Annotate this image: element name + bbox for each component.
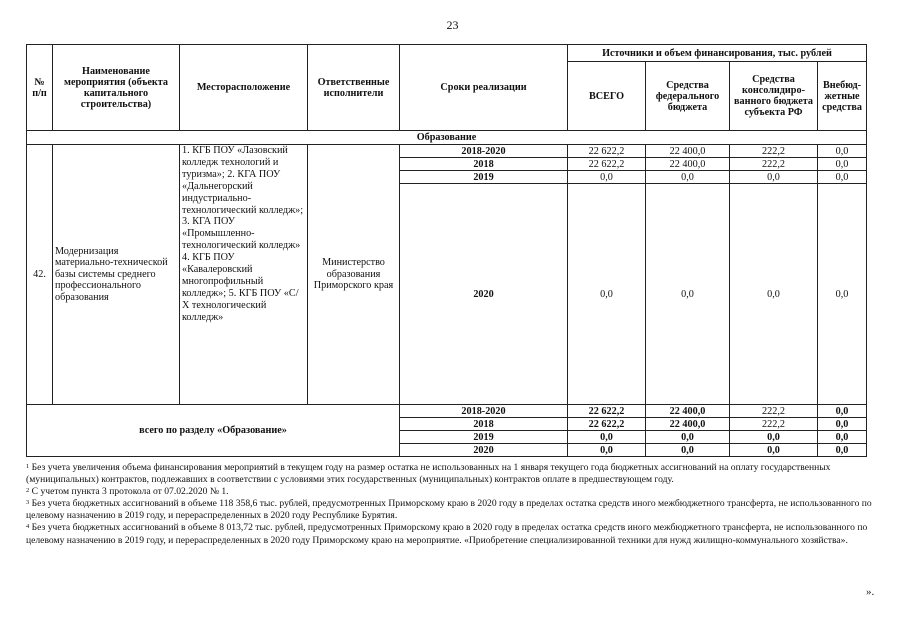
offbudget-value: 0,0	[818, 145, 867, 158]
consolidated-value: 222,2	[730, 145, 818, 158]
footnote	[26, 462, 876, 486]
section-title: Образование	[27, 131, 867, 145]
header-federal: Средства федерального бюджета	[646, 62, 730, 131]
footnote	[26, 486, 876, 498]
summary-consolidated: 0,0	[730, 444, 818, 457]
footnote	[26, 522, 876, 546]
summary-row	[27, 405, 867, 418]
year-period: 2019	[400, 171, 568, 184]
header-total: ВСЕГО	[568, 62, 646, 131]
year-period: 2018-2020	[400, 145, 568, 158]
summary-period: 2018	[400, 418, 568, 431]
table-row	[27, 145, 867, 158]
header-consolidated: Средства консолидиро-ванного бюджета субъекта РФ	[730, 62, 818, 131]
year-period: 2020	[400, 184, 568, 405]
summary-period: 2019	[400, 431, 568, 444]
footnote-text: С учетом пункта 3 протокола от 07.02.2020 № 1.	[31, 486, 229, 498]
header-location: Месторасположение	[180, 45, 308, 131]
consolidated-value: 0,0	[730, 184, 818, 405]
row-number: 42.	[27, 145, 53, 405]
row-name: Модернизация материально-технической базы системы среднего профессионального образования	[53, 145, 180, 405]
header-num: № п/п	[27, 45, 53, 131]
footnote	[26, 498, 876, 522]
summary-total: 22 622,2	[568, 418, 646, 431]
header-terms: Сроки реализации	[400, 45, 568, 131]
summary-period: 2020	[400, 444, 568, 457]
total-value: 22 622,2	[568, 158, 646, 171]
summary-period: 2018-2020	[400, 405, 568, 418]
page-number: 23	[446, 18, 459, 32]
header-sources: Источники и объем финансирования, тыс. рублей	[568, 45, 867, 62]
consolidated-value: 222,2	[730, 158, 818, 171]
offbudget-value: 0,0	[818, 158, 867, 171]
footnote-text: Без учета бюджетных ассигнований в объеме 8 013,72 тыс. рублей, предусмотренных Приморскому краю в 2020 году в пределах остатка средств иного межбюджетного трансферта, не использованного по целевому назначению в 2019 году, и перераспределенных в 2020 году Приморскому краю на мероприятие. «Приобретение специализированной техники для нужд жилищно-коммунального хозяйства».	[26, 522, 868, 546]
summary-consolidated: 0,0	[730, 431, 818, 444]
footnote-text: Без учета бюджетных ассигнований в объеме 118 358,6 тыс. рублей, предусмотренных Приморскому краю в 2020 году в пределах остатка средств иного межбюджетного трансферта, не использованного по целевому назначению в 2019 году, и перераспределенных в 2020 году Республике Бурятия.	[26, 498, 872, 522]
total-value: 0,0	[568, 184, 646, 405]
summary-offbudget: 0,0	[818, 405, 867, 418]
footnote-mark: 1	[26, 463, 30, 470]
footnote-mark: 4	[26, 523, 30, 531]
summary-federal: 0,0	[646, 431, 730, 444]
summary-federal: 0,0	[646, 444, 730, 457]
row-responsible: Министерство образования Приморского края	[308, 145, 400, 405]
total-value: 22 622,2	[568, 145, 646, 158]
federal-value: 0,0	[646, 171, 730, 184]
federal-value: 22 400,0	[646, 145, 730, 158]
closing-quote: ».	[866, 586, 875, 598]
footnotes	[26, 462, 876, 547]
summary-total: 0,0	[568, 431, 646, 444]
row-location: 1. КГБ ПОУ «Лазовский колледж технологий и туризма»; 2. КГА ПОУ «Дальнегорский индустриально-технологический колледж»; 3. КГА ПОУ «Промышленно-технологический колледж» 4. КГБ ПОУ «Кавалеровский многопрофильный колледж»; 5. КГБ ПОУ «С/Х технологический колледж»	[180, 145, 308, 405]
consolidated-value: 0,0	[730, 171, 818, 184]
summary-offbudget: 0,0	[818, 431, 867, 444]
footnote-mark: 3	[26, 499, 30, 507]
summary-offbudget: 0,0	[818, 418, 867, 431]
footnote-mark: 2	[26, 487, 30, 495]
federal-value: 22 400,0	[646, 158, 730, 171]
offbudget-value: 0,0	[818, 184, 867, 405]
federal-value: 0,0	[646, 184, 730, 405]
summary-total: 0,0	[568, 444, 646, 457]
summary-consolidated: 222,2	[730, 405, 818, 418]
summary-label: всего по разделу «Образование»	[27, 405, 400, 457]
summary-federal: 22 400,0	[646, 405, 730, 418]
summary-consolidated: 222,2	[730, 418, 818, 431]
total-value: 0,0	[568, 171, 646, 184]
summary-total: 22 622,2	[568, 405, 646, 418]
financing-table	[26, 44, 867, 457]
header-responsible: Ответственные исполнители	[308, 45, 400, 131]
footnote-text: Без учета увеличения объема финансирования мероприятий в текущем году на размер остатка не использованных на 1 января текущего года бюджетных ассигнований на оплату государственных (муниципальных) контрактов, подлежавших в соответствии с условиями этих государственных (муниципальных) контрактов оплате в предшествующем году.	[26, 462, 831, 486]
summary-offbudget: 0,0	[818, 444, 867, 457]
header-name: Наименование мероприятия (объекта капитального строительства)	[53, 45, 180, 131]
summary-federal: 22 400,0	[646, 418, 730, 431]
header-offbudget: Внебюд-жетные средства	[818, 62, 867, 131]
year-period: 2018	[400, 158, 568, 171]
offbudget-value: 0,0	[818, 171, 867, 184]
